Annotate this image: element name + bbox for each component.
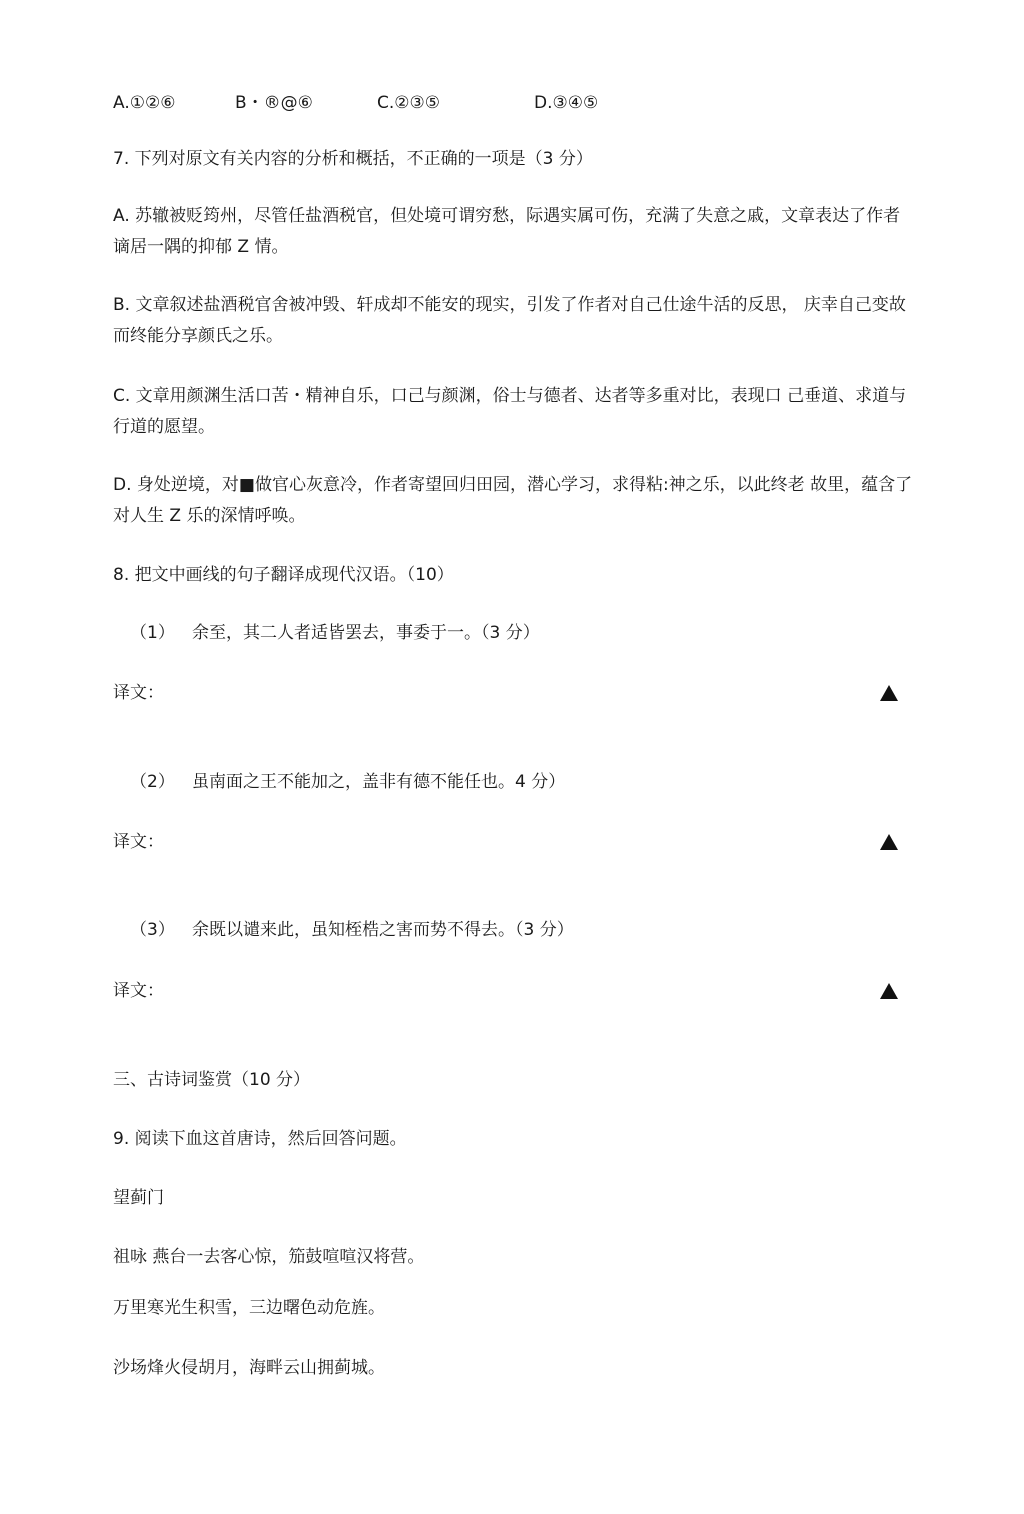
answer-marker-3-icon [880, 983, 898, 999]
answer-marker-2-icon [880, 834, 898, 850]
q8-answer-label-2: 译文： [113, 832, 164, 852]
q8-item-1-text: 余至，其二人者适皆罢去，事委于一。（3 分） [192, 623, 540, 643]
q6-option-c: C.②③⑤ [377, 93, 440, 113]
q8-item-2-number: （2） [130, 772, 175, 792]
q8-answer-label-3: 译文： [113, 981, 164, 1001]
q6-option-d: D.③④⑤ [534, 93, 599, 113]
q8-item-1 [130, 622, 540, 644]
q7-option-c: C. 文章用颜渊生活口苦・精神自乐，口己与颜渊，俗士与德者、达者等多重对比，表现口 己垂道、求道与行道的愿望。 [113, 386, 907, 437]
q8-item-3-number: （3） [130, 920, 175, 940]
q7-option-a: A. 苏辙被贬筠州，尽管任盐酒税官，但处境可谓穷愁，际遇实属可伤，充满了失意之戚，文章表达了作者谪居一隅的抑郁 Z 情。 [113, 206, 901, 257]
q7-stem: 7. 下列对原文有关内容的分析和概括，不正确的一项是（3 分） [113, 149, 593, 169]
q8-answer-label-1: 译文： [113, 683, 164, 703]
q8-item-3 [130, 919, 574, 941]
q7-option-b: B. 文章叙述盐酒税官舍被冲毁、轩成却不能安的现实，引发了作者对自己仕途牛活的反思， 庆幸自己变故而终能分享颜氏之乐。 [113, 295, 906, 346]
poem-line-2: 万里寒光生积雪，三边曙色动危旌。 [113, 1298, 385, 1318]
q8-item-3-text: 余既以谴来此，虽知桎梏之害而势不得去。（3 分） [192, 920, 574, 940]
answer-marker-1-icon [880, 685, 898, 701]
q6-option-b: B・®@⑥ [235, 93, 313, 113]
q8-item-1-number: （1） [130, 623, 175, 643]
q8-item-2 [130, 771, 565, 793]
section3-heading: 三、古诗词鉴赏（10 分） [113, 1070, 311, 1090]
poem-line-1: 祖咏 燕台一去客心惊，笳鼓喧喧汉将营。 [113, 1247, 425, 1267]
q7-option-d: D. 身处逆境，对■做官心灰意冷，作者寄望回归田园，潜心学习，求得粘:神之乐，以此终老 故里，蕴含了对人生 Z 乐的深情呼唤。 [113, 475, 913, 526]
q8-item-2-text: 虽南面之王不能加之，盖非有德不能任也。4 分） [192, 772, 566, 792]
q6-option-a: A.①②⑥ [113, 93, 176, 113]
q8-stem: 8. 把文中画线的句子翻译成现代汉语。（10） [113, 565, 454, 585]
poem-title: 望蓟门 [113, 1188, 164, 1208]
poem-line-3: 沙场烽火侵胡月，海畔云山拥蓟城。 [113, 1358, 385, 1378]
q9-stem: 9. 阅读下血这首唐诗，然后回答问题。 [113, 1129, 407, 1149]
